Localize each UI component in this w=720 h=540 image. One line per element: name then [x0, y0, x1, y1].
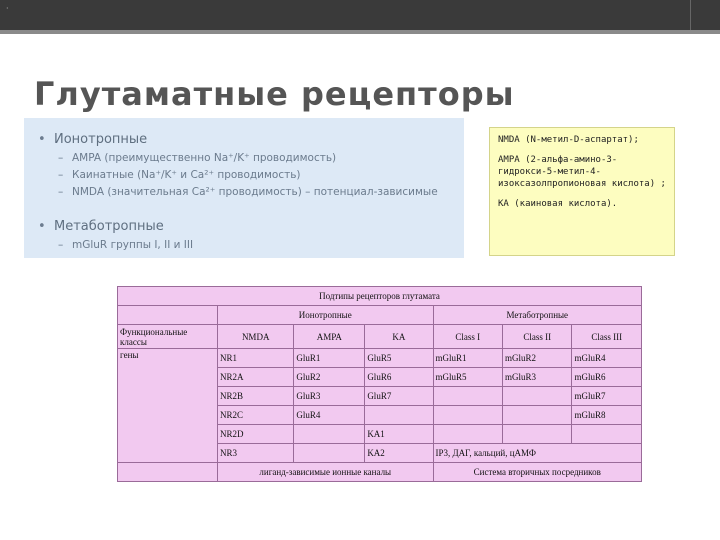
- table-cell: KA2: [365, 444, 433, 463]
- table-cell: NR1: [218, 349, 294, 368]
- group-metabotropic: Метаботропные: [433, 306, 641, 325]
- sub-bullet-ampa: – AMPA (преимущественно Na⁺/K⁺ проводимость): [72, 152, 336, 164]
- group-ionotropic: Ионотропные: [218, 306, 434, 325]
- table-cell: GluR7: [365, 387, 433, 406]
- table-cell: KA1: [365, 425, 433, 444]
- table-cell: [502, 406, 571, 425]
- table-cell: NR2D: [218, 425, 294, 444]
- class-header: NMDA: [218, 325, 294, 349]
- table-cell: [502, 387, 571, 406]
- footer-metabotropic: Система вторичных посредников: [433, 463, 641, 482]
- table-cell: mGluR7: [572, 387, 642, 406]
- table-cell: [294, 444, 365, 463]
- table-cell: mGluR2: [502, 349, 571, 368]
- slide-title: Глутаматные рецепторы: [34, 75, 515, 113]
- blank-cell: [118, 306, 218, 325]
- table-cell: mGluR4: [572, 349, 642, 368]
- table-cell: GluR1: [294, 349, 365, 368]
- class-header: Class III: [572, 325, 642, 349]
- footer-ionotropic: лиганд-зависимые ионные каналы: [218, 463, 434, 482]
- genes-label: гены: [118, 349, 218, 463]
- corner-mark: ·: [6, 4, 9, 13]
- sub-bullet-kainate: – Каинатные (Na⁺/K⁺ и Ca²⁺ проводимость): [72, 169, 301, 181]
- slide-top-bar: [0, 0, 720, 30]
- sub-bullet-mglur: – mGluR группы I, II и III: [72, 239, 193, 251]
- class-header: Class I: [433, 325, 502, 349]
- bullet-list-image: [24, 118, 464, 258]
- table-title: Подтипы рецепторов глутамата: [118, 287, 642, 306]
- class-header: KA: [365, 325, 433, 349]
- table-cell: mGluR3: [502, 368, 571, 387]
- table-cell: NR3: [218, 444, 294, 463]
- sub-bullet-nmda: – NMDA (значительная Ca²⁺ проводимость) – потенциал-зависимые: [72, 186, 438, 198]
- table-cell: NR2A: [218, 368, 294, 387]
- table-cell: [433, 387, 502, 406]
- glutamate-subtypes-table: [117, 286, 642, 482]
- table-cell: GluR6: [365, 368, 433, 387]
- table-cell: mGluR5: [433, 368, 502, 387]
- table-cell: mGluR1: [433, 349, 502, 368]
- table-cell: NR2C: [218, 406, 294, 425]
- note-nmda: NMDA (N-метил-D-аспартат);: [498, 135, 639, 145]
- abbreviation-note: [489, 127, 675, 256]
- table-cell: GluR4: [294, 406, 365, 425]
- table-cell: [502, 425, 571, 444]
- table-cell: GluR5: [365, 349, 433, 368]
- table-cell: mGluR8: [572, 406, 642, 425]
- table-cell-second-messengers: IP3, ДАГ, кальций, цАМФ: [433, 444, 641, 463]
- table-cell: [433, 406, 502, 425]
- table-cell: [294, 425, 365, 444]
- table-cell: [365, 406, 433, 425]
- top-bar-corner-block: [690, 0, 720, 30]
- table-cell: GluR3: [294, 387, 365, 406]
- bullet-ionotropic: • Ионотропные: [54, 132, 147, 147]
- class-header: Class II: [502, 325, 571, 349]
- table-cell: [572, 425, 642, 444]
- bullet-metabotropic: • Метаботропные: [54, 219, 164, 234]
- table-cell: NR2B: [218, 387, 294, 406]
- class-header: AMPA: [294, 325, 365, 349]
- note-ampa: AMPA (2-альфа-амино-3-гидрокси-5-метил-4-изоксазолпропионовая кислота) ;: [498, 155, 666, 189]
- note-ka: KA (каиновая кислота).: [498, 199, 618, 209]
- table-cell: [433, 425, 502, 444]
- functional-classes-label: Функциональные классы: [118, 325, 218, 349]
- table-cell: GluR2: [294, 368, 365, 387]
- blank-cell: [118, 463, 218, 482]
- top-bar-accent: [0, 30, 720, 34]
- table-cell: mGluR6: [572, 368, 642, 387]
